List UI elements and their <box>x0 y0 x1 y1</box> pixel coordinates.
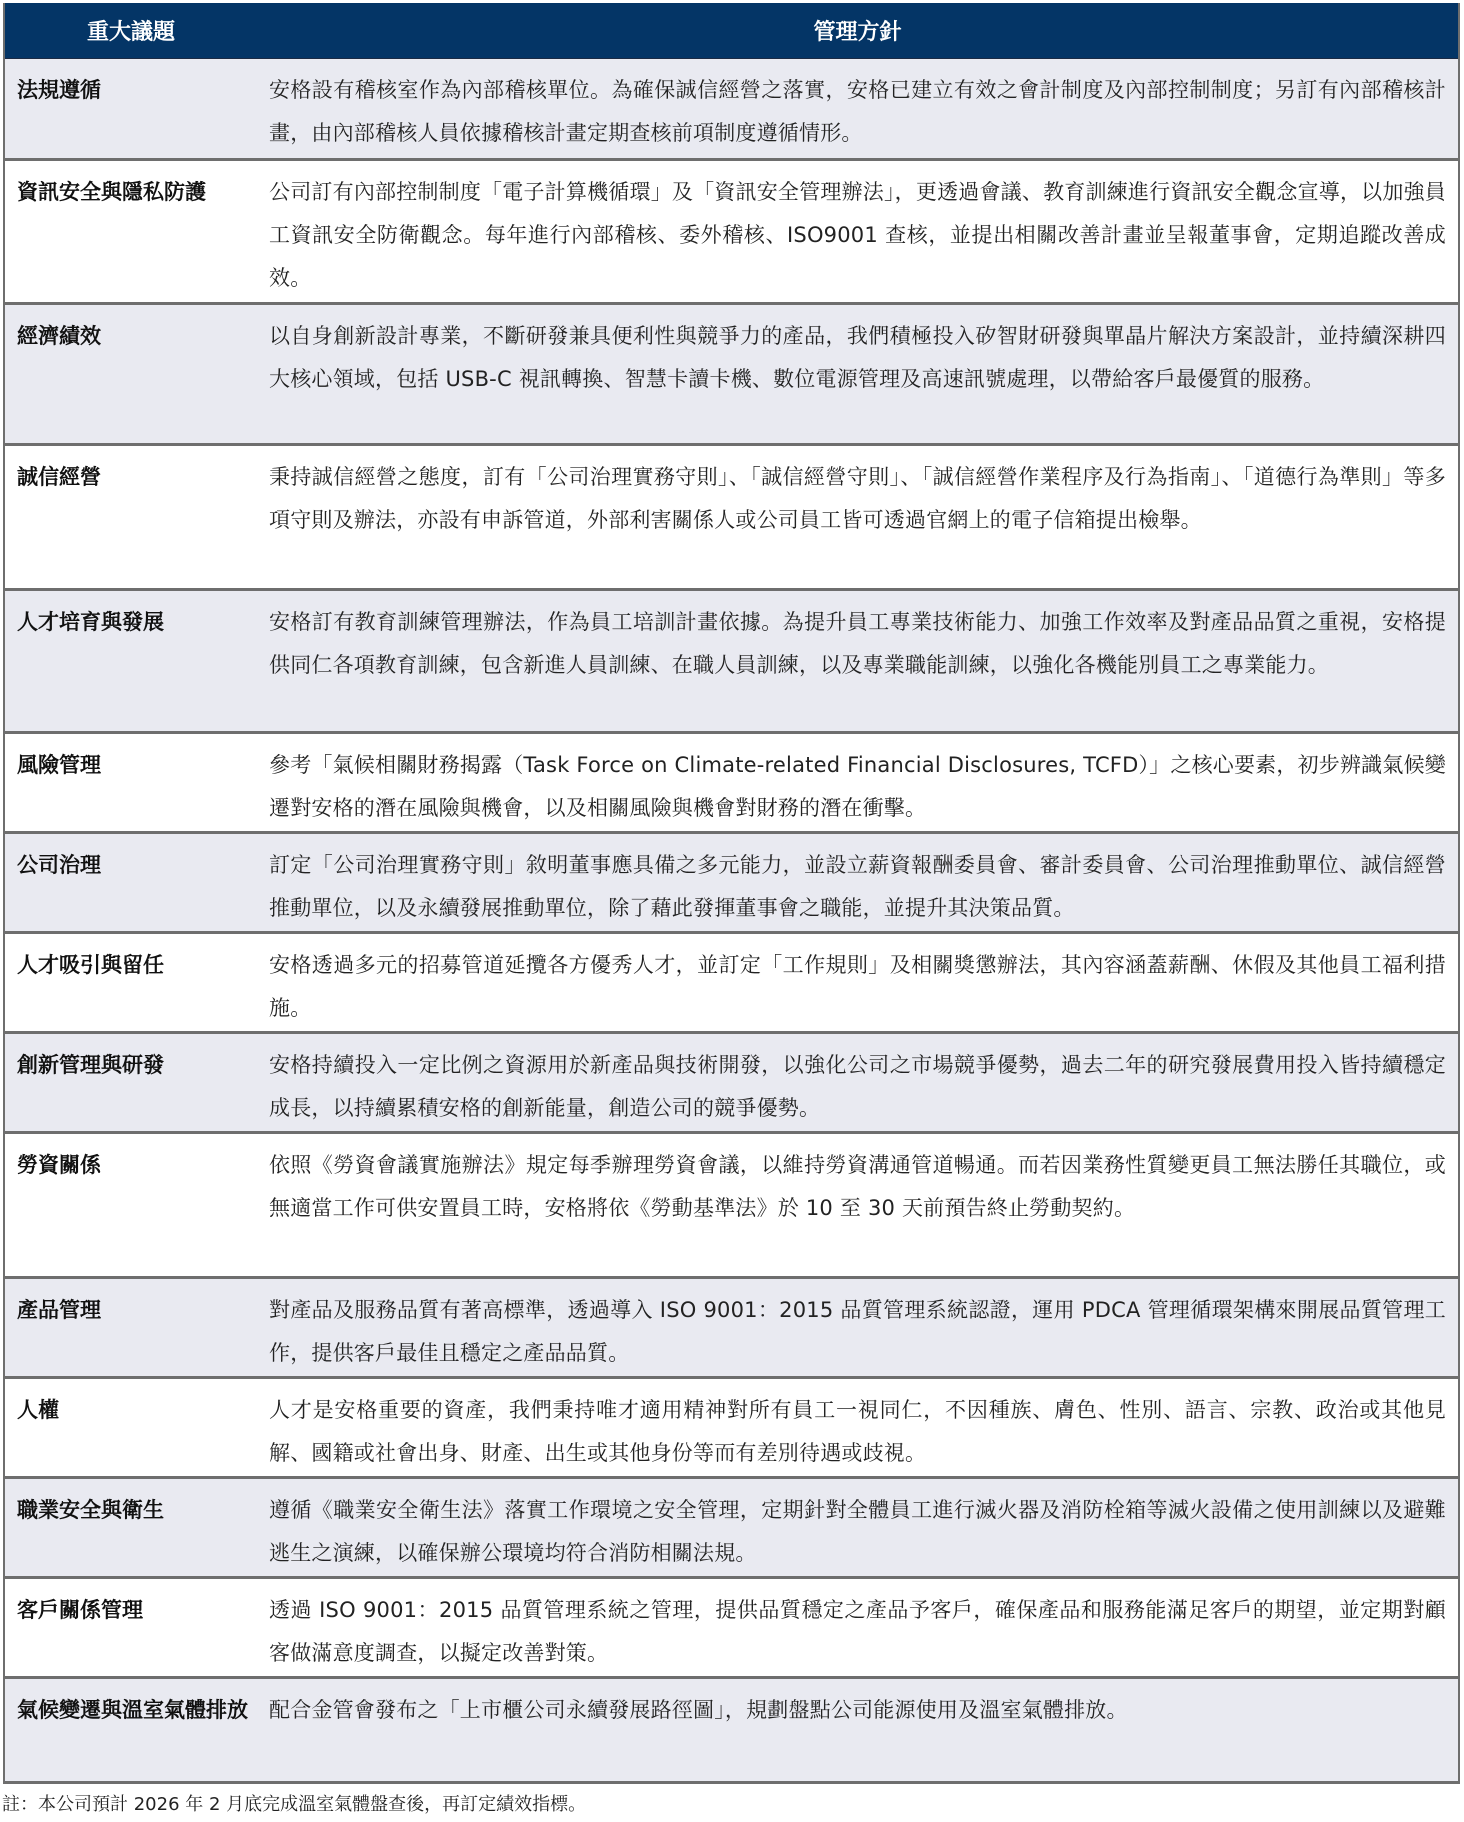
table-row <box>5 443 1458 588</box>
table-row <box>5 731 1458 831</box>
policy-cell: 遵循《職業安全衛生法》落實工作環境之安全管理，定期針對全體員工進行滅火器及消防栓箱等滅火設備之使用訓練以及避難逃生之演練，以確保辦公環境均符合消防相關法規。 <box>269 1498 1446 1565</box>
policy-cell: 人才是安格重要的資產，我們秉持唯才適用精神對所有員工一視同仁，不因種族、膚色、性別、語言、宗教、政治或其他見解、國籍或社會出身、財產、出生或其他身份等而有差別待遇或歧視。 <box>269 1398 1446 1465</box>
issue-cell: 人才培育與發展 <box>17 610 164 634</box>
issue-cell: 人權 <box>17 1398 59 1422</box>
table-row <box>5 1131 1458 1276</box>
table-row <box>5 158 1458 302</box>
issue-cell: 資訊安全與隱私防護 <box>17 180 206 204</box>
table-row <box>5 1476 1458 1576</box>
policy-cell: 安格設有稽核室作為內部稽核單位。為確保誠信經營之落實，安格已建立有效之會計制度及內部控制制度；另訂有內部稽核計畫，由內部稽核人員依據稽核計畫定期查核前項制度遵循情形。 <box>269 78 1446 145</box>
table-row <box>5 831 1458 931</box>
issue-cell: 氣候變遷與溫室氣體排放 <box>17 1698 248 1722</box>
policy-cell: 安格訂有教育訓練管理辦法，作為員工培訓計畫依據。為提升員工專業技術能力、加強工作效率及對產品品質之重視，安格提供同仁各項教育訓練，包含新進人員訓練、在職人員訓練，以及專業職能訓練，以強化各機能別員工之專業能力。 <box>269 610 1446 677</box>
policy-cell: 對產品及服務品質有著高標準，透過導入 ISO 9001：2015 品質管理系統認證，運用 PDCA 管理循環架構來開展品質管理工作，提供客戶最佳且穩定之產品品質。 <box>269 1298 1446 1365</box>
table-row <box>5 1276 1458 1376</box>
table-row <box>5 1576 1458 1676</box>
issue-cell: 客戶關係管理 <box>17 1598 143 1622</box>
issue-cell: 公司治理 <box>17 853 101 877</box>
issue-cell: 創新管理與研發 <box>17 1053 164 1077</box>
policy-cell: 以自身創新設計專業，不斷研發兼具便利性與競爭力的產品，我們積極投入矽智財研發與單晶片解決方案設計，並持續深耕四大核心領域，包括 USB-C 視訊轉換、智慧卡讀卡機、數位電源管理及高速訊號處理，以帶給客戶最優質的服務。 <box>269 324 1446 391</box>
table-row <box>5 1676 1458 1781</box>
issue-cell: 人才吸引與留任 <box>17 953 164 977</box>
issue-cell: 勞資關係 <box>17 1153 101 1177</box>
material-issues-table <box>3 3 1460 1784</box>
table-row <box>5 931 1458 1031</box>
issue-cell: 職業安全與衛生 <box>17 1498 164 1522</box>
issue-cell: 風險管理 <box>17 753 101 777</box>
policy-cell: 配合金管會發布之「上市櫃公司永續發展路徑圖」，規劃盤點公司能源使用及溫室氣體排放。 <box>269 1698 1128 1722</box>
table-header <box>5 3 1458 58</box>
header-issue: 重大議題 <box>86 20 175 45</box>
table-row <box>5 1376 1458 1476</box>
policy-cell: 透過 ISO 9001：2015 品質管理系統之管理，提供品質穩定之產品予客戶，確保產品和服務能滿足客戶的期望，並定期對顧客做滿意度調查，以擬定改善對策。 <box>269 1598 1446 1665</box>
footnote: 註：本公司預計 2026 年 2 月底完成溫室氣體盤查後，再訂定績效指標。 <box>2 1794 587 1815</box>
issue-cell: 產品管理 <box>17 1298 101 1322</box>
table-row <box>5 58 1458 158</box>
table-row <box>5 302 1458 443</box>
policy-cell: 參考「氣候相關財務揭露（Task Force on Climate-related Financial Disclosures, TCFD）」之核心要素，初步辨識氣候變遷對安格的潛在風險與機會，以及相關風險與機會對財務的潛在衝擊。 <box>269 753 1446 820</box>
issue-cell: 經濟績效 <box>17 324 101 348</box>
header-policy: 管理方針 <box>813 20 902 45</box>
policy-cell: 依照《勞資會議實施辦法》規定每季辦理勞資會議，以維持勞資溝通管道暢通。而若因業務性質變更員工無法勝任其職位，或無適當工作可供安置員工時，安格將依《勞動基準法》於 10 至 30 天前預告終止勞動契約。 <box>269 1153 1446 1220</box>
policy-cell: 訂定「公司治理實務守則」敘明董事應具備之多元能力，並設立薪資報酬委員會、審計委員會、公司治理推動單位、誠信經營推動單位，以及永續發展推動單位，除了藉此發揮董事會之職能，並提升其決策品質。 <box>269 853 1446 920</box>
issue-cell: 誠信經營 <box>17 465 101 489</box>
table-row <box>5 588 1458 731</box>
issue-cell: 法規遵循 <box>17 78 101 102</box>
table-row <box>5 1031 1458 1131</box>
policy-cell: 安格透過多元的招募管道延攬各方優秀人才，並訂定「工作規則」及相關獎懲辦法，其內容涵蓋薪酬、休假及其他員工福利措施。 <box>269 953 1446 1020</box>
policy-cell: 公司訂有內部控制制度「電子計算機循環」及「資訊安全管理辦法」，更透過會議、教育訓練進行資訊安全觀念宣導，以加強員工資訊安全防衛觀念。每年進行內部稽核、委外稽核、ISO9001 查核，並提出相關改善計畫並呈報董事會，定期追蹤改善成效。 <box>269 180 1446 290</box>
policy-cell: 秉持誠信經營之態度，訂有「公司治理實務守則」、「誠信經營守則」、「誠信經營作業程序及行為指南」、「道德行為準則」等多項守則及辦法，亦設有申訴管道，外部利害關係人或公司員工皆可透過官網上的電子信箱提出檢舉。 <box>269 465 1446 532</box>
policy-cell: 安格持續投入一定比例之資源用於新產品與技術開發，以強化公司之市場競爭優勢，過去二年的研究發展費用投入皆持續穩定成長，以持續累積安格的創新能量，創造公司的競爭優勢。 <box>269 1053 1446 1120</box>
